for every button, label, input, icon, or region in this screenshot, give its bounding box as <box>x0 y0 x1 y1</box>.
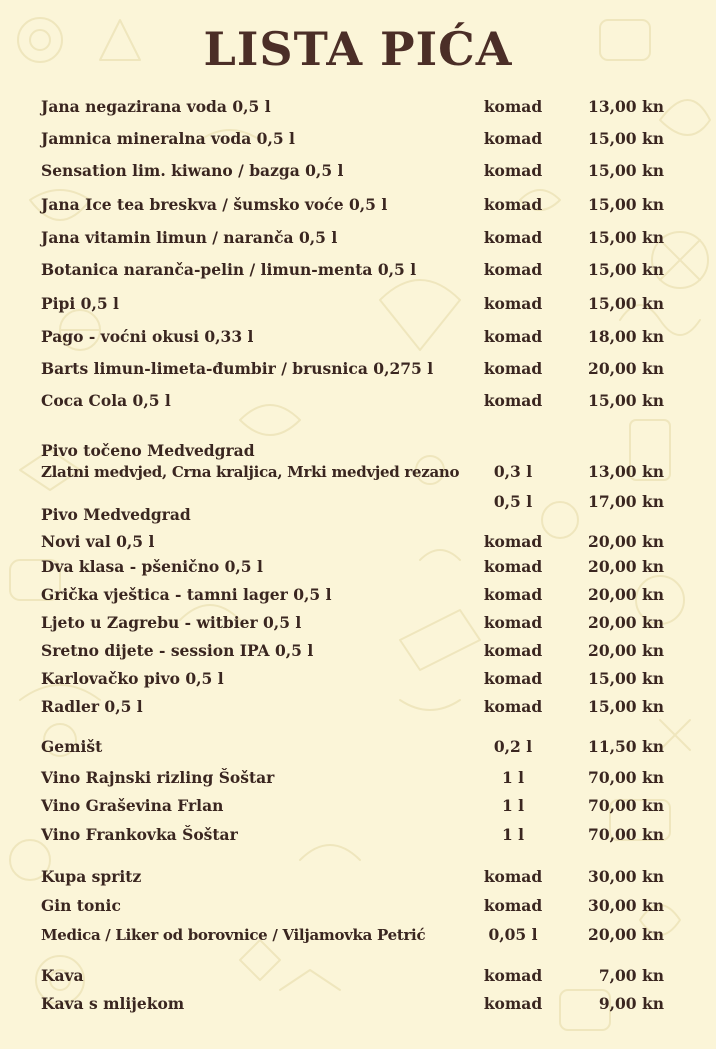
item-price: 7,00 kn <box>598 966 664 985</box>
menu-item-row <box>0 161 716 181</box>
item-name: Kupa spritz <box>41 867 142 886</box>
item-name: Radler 0,5 l <box>41 697 143 716</box>
item-price: 13,00 kn <box>588 97 664 116</box>
item-unit: komad <box>483 161 543 180</box>
item-name: Kava <box>41 966 84 985</box>
item-unit: komad <box>483 697 543 716</box>
menu-item-row <box>0 359 716 379</box>
item-name: Zlatni medvjed, Crna kraljica, Mrki medvjed rezano <box>41 463 460 481</box>
menu-item-row <box>0 585 716 605</box>
item-price: 15,00 kn <box>588 129 664 148</box>
item-unit: komad <box>483 896 543 915</box>
item-name: Grička vještica - tamni lager 0,5 l <box>41 585 332 604</box>
menu-item-row <box>0 391 716 411</box>
item-unit: komad <box>483 867 543 886</box>
item-name: Pago - voćni okusi 0,33 l <box>41 327 254 346</box>
item-unit: 1 l <box>501 768 525 787</box>
item-unit: komad <box>483 359 543 378</box>
item-unit: komad <box>483 994 543 1013</box>
item-unit: komad <box>483 669 543 688</box>
item-name: Jana Ice tea breskva / šumsko voće 0,5 l <box>41 195 388 214</box>
item-price: 20,00 kn <box>588 557 664 576</box>
item-price: 70,00 kn <box>588 825 664 844</box>
item-name: Gin tonic <box>41 896 121 915</box>
menu-item-row <box>0 294 716 314</box>
item-name: Novi val 0,5 l <box>41 532 155 551</box>
menu-item-row <box>0 825 716 845</box>
menu-item-row <box>0 613 716 633</box>
item-name: Jamnica mineralna voda 0,5 l <box>41 129 295 148</box>
item-unit: komad <box>483 557 543 576</box>
item-unit: komad <box>483 260 543 279</box>
item-name: Dva klasa - pšenično 0,5 l <box>41 557 263 576</box>
menu-item-row <box>0 867 716 887</box>
menu-item-row <box>0 925 716 945</box>
item-price: 20,00 kn <box>588 585 664 604</box>
item-unit: komad <box>483 585 543 604</box>
item-price: 20,00 kn <box>588 641 664 660</box>
menu-item-row <box>0 195 716 215</box>
menu-item-row <box>0 994 716 1014</box>
menu-item-row <box>0 737 716 757</box>
item-name: Vino Graševina Frlan <box>41 796 224 815</box>
item-unit: komad <box>483 641 543 660</box>
item-unit: komad <box>483 195 543 214</box>
item-price: 70,00 kn <box>588 768 664 787</box>
menu-item-row <box>0 260 716 280</box>
item-name: Barts limun-limeta-đumbir / brusnica 0,275 l <box>41 359 434 378</box>
item-price: 15,00 kn <box>588 391 664 410</box>
menu-item-row <box>0 97 716 117</box>
item-name: Pipi 0,5 l <box>41 294 119 313</box>
item-price: 20,00 kn <box>588 613 664 632</box>
menu-item-row <box>0 532 716 552</box>
item-price: 11,50 kn <box>588 737 664 756</box>
item-unit: 0,3 l <box>493 462 533 481</box>
page-title: LISTA PIĆA <box>203 22 513 76</box>
menu-item-row <box>0 557 716 577</box>
item-price: 30,00 kn <box>588 896 664 915</box>
item-price: 13,00 kn <box>588 462 664 481</box>
item-name: Jana vitamin limun / naranča 0,5 l <box>41 228 338 247</box>
item-name: Vino Rajnski rizling Šoštar <box>41 768 275 787</box>
section-heading-row <box>0 441 716 461</box>
item-price: 15,00 kn <box>588 669 664 688</box>
item-price: 30,00 kn <box>588 867 664 886</box>
item-unit: komad <box>483 97 543 116</box>
item-unit: 1 l <box>501 796 525 815</box>
item-price: 15,00 kn <box>588 697 664 716</box>
item-unit: komad <box>483 129 543 148</box>
item-unit: komad <box>483 613 543 632</box>
menu-item-row <box>0 669 716 689</box>
menu-item-row <box>0 768 716 788</box>
item-unit: komad <box>483 327 543 346</box>
menu-item-row <box>0 641 716 661</box>
item-price: 18,00 kn <box>588 327 664 346</box>
item-price: 15,00 kn <box>588 294 664 313</box>
menu-item-row <box>0 966 716 986</box>
item-price: 20,00 kn <box>588 532 664 551</box>
item-name: Coca Cola 0,5 l <box>41 391 171 410</box>
menu-item-row <box>0 129 716 149</box>
item-price: 17,00 kn <box>588 492 664 511</box>
item-name: Botanica naranča-pelin / limun-menta 0,5 l <box>41 260 417 279</box>
item-name: Medica / Liker od borovnice / Viljamovka Petrić <box>41 926 426 944</box>
item-unit: komad <box>483 391 543 410</box>
menu-item-row <box>0 228 716 248</box>
item-name: Karlovačko pivo 0,5 l <box>41 669 224 688</box>
item-price: 9,00 kn <box>598 994 664 1013</box>
item-unit: komad <box>483 966 543 985</box>
item-unit: 0,2 l <box>493 737 533 756</box>
item-unit: 0,05 l <box>488 925 538 944</box>
item-unit: 0,5 l <box>493 492 533 511</box>
section-heading: Pivo točeno Medvedgrad <box>41 441 255 460</box>
item-price: 70,00 kn <box>588 796 664 815</box>
item-price: 20,00 kn <box>588 925 664 944</box>
item-unit: komad <box>483 532 543 551</box>
menu-item-row <box>0 896 716 916</box>
item-price: 15,00 kn <box>588 228 664 247</box>
item-price: 15,00 kn <box>588 161 664 180</box>
item-name: Jana negazirana voda 0,5 l <box>41 97 271 116</box>
section-heading-row <box>0 505 716 525</box>
section-heading: Pivo Medvedgrad <box>41 505 191 524</box>
menu-item-row <box>0 462 716 482</box>
item-unit: komad <box>483 294 543 313</box>
item-name: Kava s mlijekom <box>41 994 185 1013</box>
item-name: Gemišt <box>41 737 103 756</box>
item-name: Sensation lim. kiwano / bazga 0,5 l <box>41 161 344 180</box>
item-price: 20,00 kn <box>588 359 664 378</box>
item-name: Vino Frankovka Šoštar <box>41 825 238 844</box>
item-price: 15,00 kn <box>588 195 664 214</box>
menu-item-row <box>0 327 716 347</box>
menu-item-row <box>0 697 716 717</box>
item-name: Sretno dijete - session IPA 0,5 l <box>41 641 314 660</box>
menu-item-row <box>0 796 716 816</box>
item-unit: komad <box>483 228 543 247</box>
item-unit: 1 l <box>501 825 525 844</box>
item-price: 15,00 kn <box>588 260 664 279</box>
item-name: Ljeto u Zagrebu - witbier 0,5 l <box>41 613 302 632</box>
